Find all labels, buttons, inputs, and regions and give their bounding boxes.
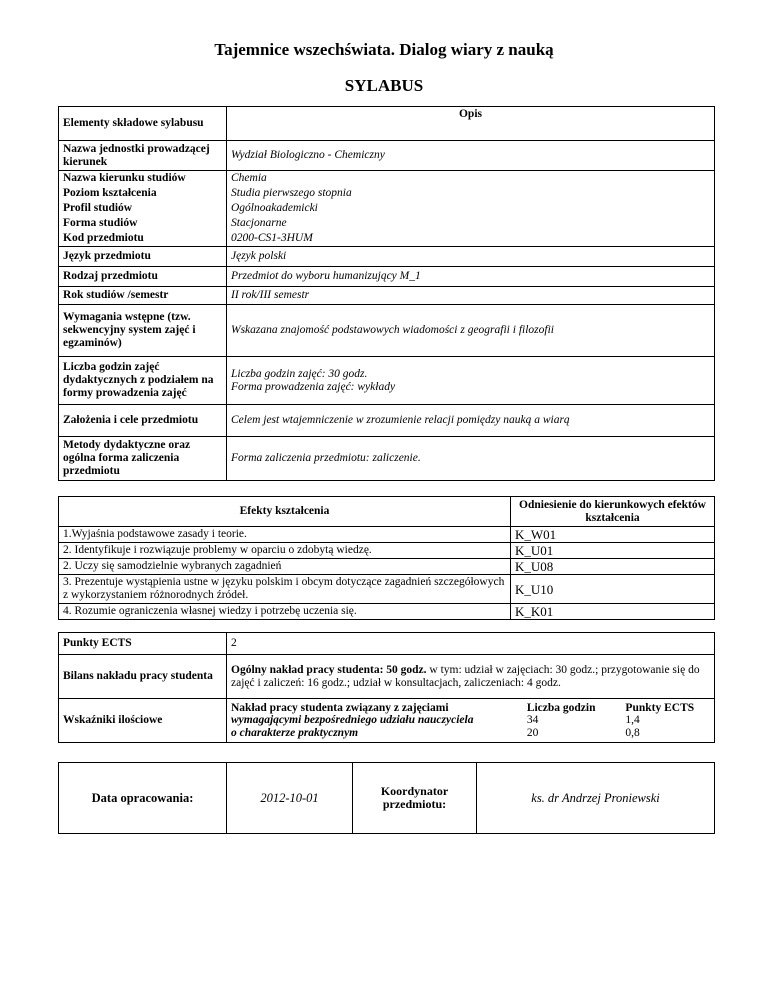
indicators-row-text: o charakterze praktycznym [231, 726, 359, 739]
table-row [59, 527, 715, 543]
outcome-text: 3. Prezentuje wystąpienia ustne w języku polskim i obcym dotyczące zagadnień szczegółowych z wykorzystaniem różnorodnych źródeł. [59, 575, 511, 604]
row-value: Wydział Biologiczno - Chemiczny [227, 141, 715, 171]
table-row [59, 405, 715, 437]
ects-value: 2 [227, 633, 715, 655]
table-header-row [59, 107, 715, 141]
outcome-text: 1.Wyjaśnia podstawowe zasady i teorie. [59, 527, 511, 543]
coordinator-label: Koordynator przedmiotu: [353, 763, 477, 834]
outcomes-header-row [59, 497, 715, 527]
row-label: Założenia i cele przedmiotu [59, 405, 227, 437]
workload-total: Ogólny nakład pracy studenta: 50 godz. [231, 663, 427, 676]
indicators-table [229, 702, 712, 740]
row-label: Język przedmiotu [59, 247, 227, 267]
row-value: Ogólnoakademicki [227, 201, 715, 216]
row-value: Forma zaliczenia przedmiotu: zaliczenie. [227, 437, 715, 481]
indicators-row-hours: 34 [526, 714, 539, 727]
table-row [59, 543, 715, 559]
ects-table [58, 632, 715, 743]
row-label: Liczba godzin zajęć dydaktycznych z podziałem na formy prowadzenia zajęć [59, 357, 227, 405]
row-label: Nazwa jednostki prowadzącej kierunek [59, 141, 227, 171]
table-row [59, 231, 715, 247]
table-row [59, 267, 715, 287]
table-row [59, 201, 715, 216]
row-label: Wymagania wstępne (tzw. sekwencyjny system zajęć i egzaminów) [59, 305, 227, 357]
indicators-row-hours: 20 [526, 726, 539, 739]
row-value: Celem jest wtajemniczenie w zrozumienie relacji pomiędzy nauką a wiarą [227, 405, 715, 437]
outcome-code: K_W01 [511, 527, 715, 543]
table-row [59, 655, 715, 699]
row-value: Stacjonarne [227, 216, 715, 231]
outcome-text: 2. Uczy się samodzielnie wybranych zagadnień [59, 559, 511, 575]
ects-label: Punkty ECTS [59, 633, 227, 655]
row-value: 0200-CS1-3HUM [227, 231, 715, 247]
table-row [59, 216, 715, 231]
outcome-text: 2. Identyfikuje i rozwiązuje problemy w oparciu o zdobytą wiedzę. [59, 543, 511, 559]
table-row [59, 357, 715, 405]
row-value: Wskazana znajomość podstawowych wiadomości z geografii i filozofii [227, 305, 715, 357]
date-label: Data opracowania: [59, 763, 227, 834]
row-value: Język polski [227, 247, 715, 267]
table-row [59, 575, 715, 604]
workload-value [227, 655, 715, 699]
table-row [59, 305, 715, 357]
coordinator-value: ks. dr Andrzej Proniewski [477, 763, 715, 834]
indicators-row-ects: 1,4 [625, 714, 640, 727]
row-value: Przedmiot do wyboru humanizujący M_1 [227, 267, 715, 287]
form-line: Forma prowadzenia zajęć: wykłady [231, 380, 396, 393]
indicators-head-hours: Liczba godzin [526, 701, 596, 714]
row-value: II rok/III semestr [227, 287, 715, 305]
outcome-code: K_U10 [511, 575, 715, 604]
table-row [59, 699, 715, 743]
indicators-row-ects: 0,8 [625, 726, 640, 739]
row-value [227, 357, 715, 405]
row-value: Chemia [227, 171, 715, 187]
footer-table [58, 762, 715, 834]
document-subtitle: SYLABUS [344, 76, 424, 95]
table-row [59, 604, 715, 620]
row-value: Studia pierwszego stopnia [227, 186, 715, 201]
workload-breakdown: w tym: udział w zajęciach: 30 godz.; przygotowanie się do zajęć i zaliczeń: 16 godz.; udział w konsultacjach, zaliczeniach: 4 godz. [231, 663, 700, 689]
row-label: Poziom kształcenia [59, 186, 227, 201]
workload-label: Bilans nakładu pracy studenta [59, 655, 227, 699]
hours-line: Liczba godzin zajęć: 30 godz. [231, 367, 368, 380]
row-label: Profil studiów [59, 201, 227, 216]
table-row [59, 247, 715, 267]
syllabus-table [58, 106, 715, 481]
outcomes-table [58, 496, 715, 620]
outcome-code: K_K01 [511, 604, 715, 620]
col-header-description: Opis [227, 107, 715, 141]
table-row [59, 287, 715, 305]
table-row [59, 186, 715, 201]
indicators-cell [227, 699, 715, 743]
table-row [59, 171, 715, 187]
indicators-label: Wskaźniki ilościowe [59, 699, 227, 743]
indicators-head-text: Nakład pracy studenta związany z zajęciami [231, 701, 449, 714]
date-value: 2012-10-01 [227, 763, 353, 834]
row-label: Rodzaj przedmiotu [59, 267, 227, 287]
outcome-code: K_U01 [511, 543, 715, 559]
col-header-elements: Elementy składowe sylabusu [59, 107, 227, 141]
outcomes-header-right: Odniesienie do kierunkowych efektów kształcenia [511, 497, 715, 527]
outcome-code: K_U08 [511, 559, 715, 575]
row-label: Forma studiów [59, 216, 227, 231]
row-label: Nazwa kierunku studiów [59, 171, 227, 187]
indicators-row-text: wymagającymi bezpośredniego udziału nauczyciela [231, 714, 474, 727]
table-row [59, 633, 715, 655]
table-row [59, 141, 715, 171]
outcomes-header-left: Efekty kształcenia [59, 497, 511, 527]
document-title: Tajemnice wszechświata. Dialog wiary z nauką [214, 40, 554, 59]
row-label: Metody dydaktyczne oraz ogólna forma zaliczenia przedmiotu [59, 437, 227, 481]
table-row [59, 437, 715, 481]
row-label: Rok studiów /semestr [59, 287, 227, 305]
table-row [59, 559, 715, 575]
indicators-head-ects: Punkty ECTS [625, 701, 695, 714]
outcome-text: 4. Rozumie ograniczenia własnej wiedzy i potrzebę uczenia się. [59, 604, 511, 620]
row-label: Kod przedmiotu [59, 231, 227, 247]
